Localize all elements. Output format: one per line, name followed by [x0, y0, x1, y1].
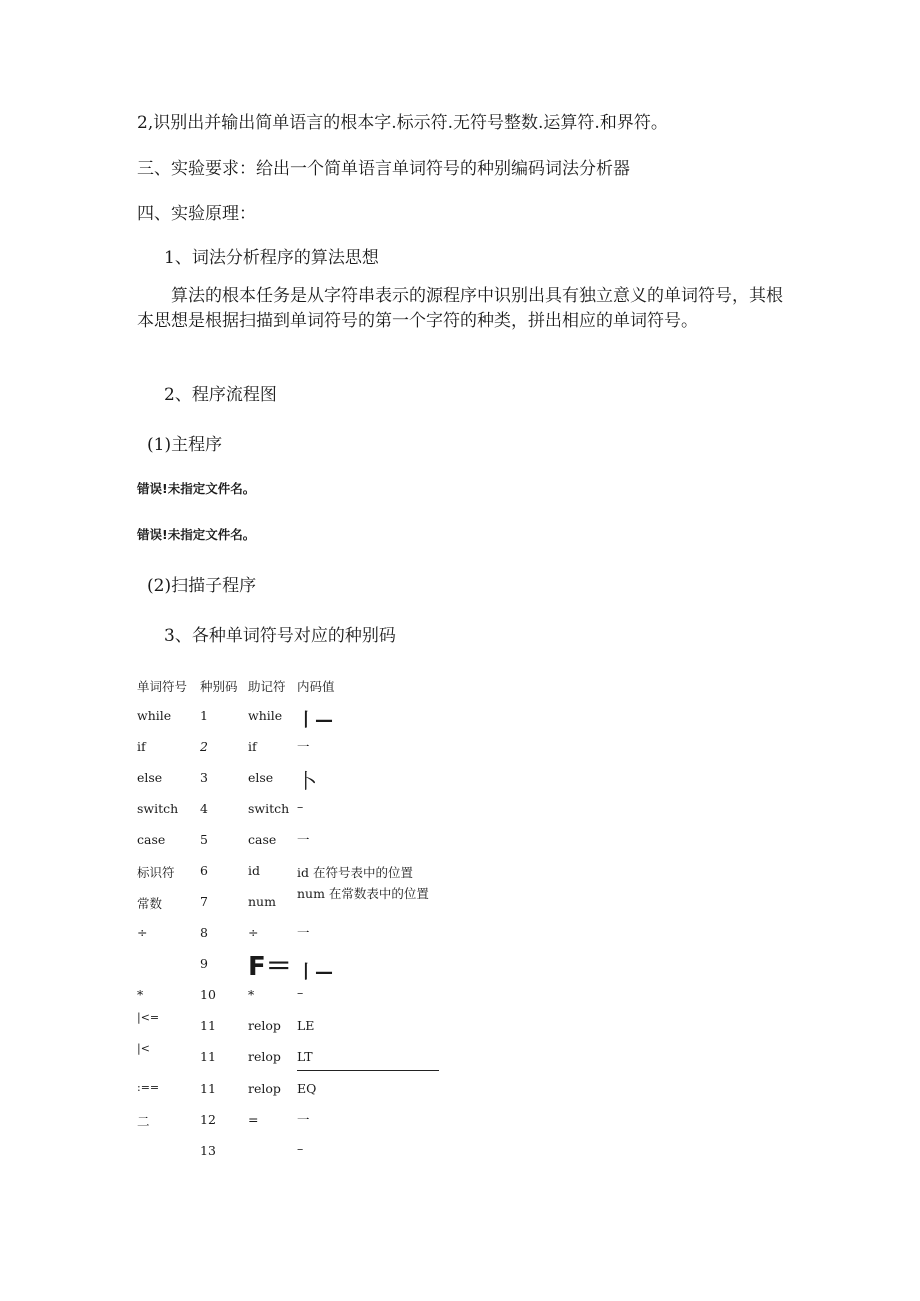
table-cell: switch — [137, 801, 179, 816]
table-cell: if — [248, 739, 257, 754]
table-cell: F＝ — [248, 952, 292, 982]
table-cell: – — [297, 985, 304, 1000]
table-cell: 常数 — [137, 896, 163, 911]
table-header-value: 内码值 — [297, 679, 335, 694]
table-cell: 4 — [200, 801, 208, 816]
table-cell: 11 — [200, 1049, 216, 1064]
table-cell: LE — [297, 1018, 315, 1033]
table-cell: * — [248, 987, 255, 1002]
table-cell: case — [137, 832, 166, 847]
table-cell: 卜 — [297, 769, 317, 793]
table-cell: id 在符号表中的位置 — [297, 865, 413, 880]
code-table-heading: 3、各种单词符号对应的种别码 — [164, 626, 396, 646]
flowchart-heading: 2、程序流程图 — [164, 385, 277, 405]
principle-heading: 四、实验原理： — [137, 204, 256, 224]
table-cell: = — [248, 1112, 259, 1127]
table-cell: while — [248, 708, 283, 723]
table-cell: if — [137, 739, 146, 754]
table-cell: 一 — [297, 1112, 310, 1127]
table-cell: 11 — [200, 1018, 216, 1033]
table-cell: 丨— — [297, 962, 333, 983]
table-cell: id — [248, 863, 260, 878]
scan-subroutine-heading: (2)扫描子程序 — [147, 576, 257, 596]
table-cell: case — [248, 832, 277, 847]
table-cell: relop — [248, 1018, 281, 1033]
table-cell: 12 — [200, 1112, 216, 1127]
table-cell: – — [297, 799, 304, 814]
requirement-line: 三、实验要求：给出一个简单语言单词符号的种别编码词法分析器 — [137, 159, 630, 179]
table-cell: num 在常数表中的位置 — [297, 886, 429, 901]
main-program-heading: (1)主程序 — [147, 435, 223, 455]
table-cell: while — [137, 708, 172, 723]
table-cell: 8 — [200, 925, 208, 940]
table-cell: 3 — [200, 770, 208, 785]
table-cell: 一 — [297, 925, 310, 940]
table-cell: – — [297, 1141, 304, 1156]
underline-rule — [297, 1070, 439, 1071]
table-cell: 9 — [200, 956, 208, 971]
table-header-code: 种别码 — [200, 679, 238, 694]
objective-line: 2,识别出并输出简单语言的根本字.标示符.无符号整数.运算符.和界符。 — [137, 113, 668, 133]
table-cell: 丨— — [297, 710, 333, 731]
table-cell: ÷ — [137, 925, 148, 940]
table-cell: 6 — [200, 863, 208, 878]
table-cell: else — [248, 770, 274, 785]
table-cell: 7 — [200, 894, 208, 909]
table-cell: else — [137, 770, 163, 785]
algorithm-heading: 1、词法分析程序的算法思想 — [164, 248, 379, 268]
table-cell: relop — [248, 1049, 281, 1064]
table-header-mnemonic: 助记符 — [248, 679, 286, 694]
table-cell: 10 — [200, 987, 216, 1002]
table-cell: |< — [137, 1042, 150, 1055]
algorithm-paragraph: 算法的根本任务是从字符串表示的源程序中识别出具有独立意义的单词符号，其根本思想是根据扫描到单词符号的第一个字符的种类，拼出相应的单词符号。 — [137, 286, 783, 331]
table-cell: 13 — [200, 1143, 216, 1158]
table-cell: EQ — [297, 1081, 317, 1096]
table-cell: 一 — [297, 832, 310, 847]
table-cell: 标识符 — [137, 865, 175, 880]
table-cell: LT — [297, 1049, 313, 1064]
table-cell: switch — [248, 801, 290, 816]
error-message: 错误!未指定文件名。 — [137, 481, 256, 496]
table-cell: 一 — [297, 739, 310, 754]
table-cell: num — [248, 894, 276, 909]
error-message: 错误!未指定文件名。 — [137, 527, 256, 542]
table-cell: 二 — [137, 1114, 150, 1129]
table-cell: :== — [137, 1081, 160, 1094]
table-cell: 11 — [200, 1081, 216, 1096]
table-header-symbol: 单词符号 — [137, 679, 188, 694]
table-cell: ÷ — [248, 925, 259, 940]
table-cell: |<= — [137, 1011, 160, 1024]
table-cell: 5 — [200, 832, 208, 847]
table-cell: 1 — [200, 708, 208, 723]
table-cell: relop — [248, 1081, 281, 1096]
table-cell: * — [137, 987, 144, 1002]
table-cell: 2 — [200, 739, 208, 754]
